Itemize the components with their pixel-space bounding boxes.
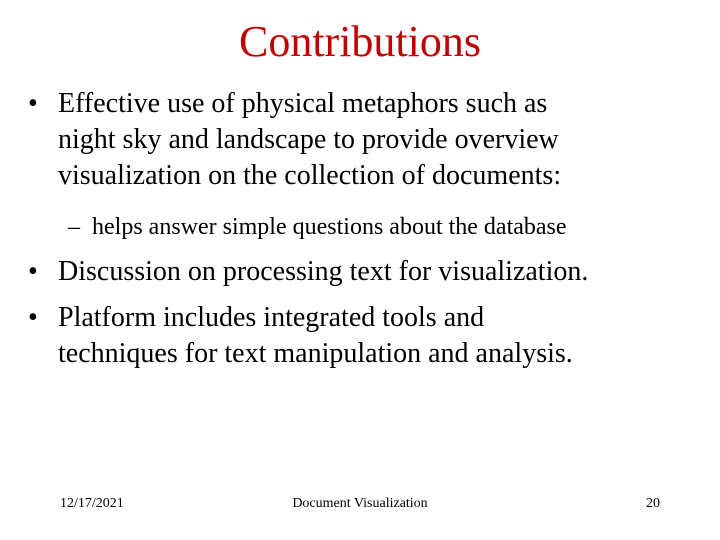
bullet-marker: •: [28, 302, 38, 333]
bullet-line: visualization on the collection of documents:: [58, 160, 562, 191]
bullet-line: Platform includes integrated tools and: [58, 302, 485, 333]
bullet-item: [28, 86, 678, 194]
bullet-item: [28, 254, 678, 290]
bullet-item: [28, 300, 678, 372]
footer-date: 12/17/2021: [60, 496, 124, 511]
slide-title: Contributions: [238, 17, 482, 66]
bullet-line: Effective use of physical metaphors such as: [58, 88, 548, 119]
bullet-line: Discussion on processing text for visualization.: [58, 256, 589, 287]
sub-bullet-text: helps answer simple questions about the database: [92, 214, 567, 240]
page-number: 20: [646, 496, 660, 511]
bullet-line: night sky and landscape to provide overview: [58, 124, 559, 155]
footer-title: Document Visualization: [292, 496, 428, 511]
bullet-line: techniques for text manipulation and analysis.: [58, 338, 573, 369]
sub-bullet-item: [68, 212, 672, 242]
bullet-marker: •: [28, 88, 38, 119]
sub-bullet-marker: –: [68, 214, 80, 240]
bullet-marker: •: [28, 256, 38, 287]
